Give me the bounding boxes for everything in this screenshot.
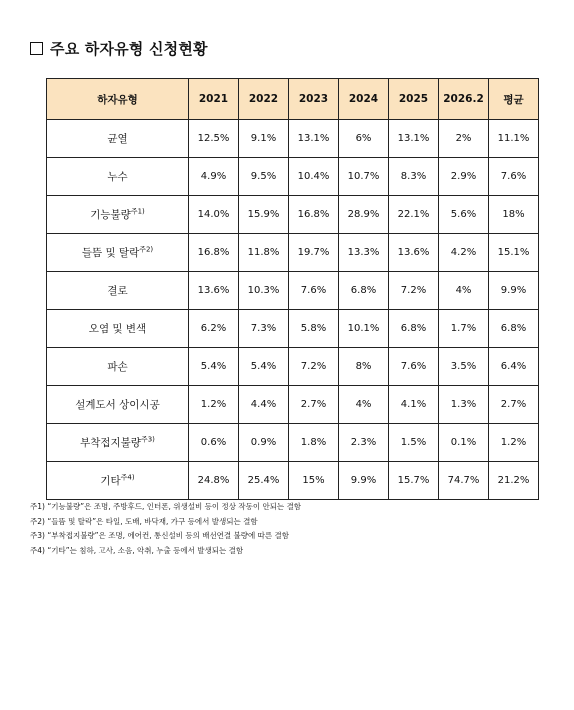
value-cell: 16.8% — [289, 196, 339, 234]
value-cell: 10.4% — [289, 158, 339, 196]
value-cell: 18% — [489, 196, 539, 234]
value-cell: 14.0% — [189, 196, 239, 234]
row-label-cell — [47, 348, 189, 386]
footnote: 주3) “부착접지불량”은 조명, 에어컨, 통신설비 등의 배선연결 불량에 따른 결함 — [30, 531, 290, 541]
header-cell: 하자유형 — [47, 79, 189, 120]
value-cell: 6% — [339, 120, 389, 158]
value-cell: 15.7% — [389, 462, 439, 500]
value-cell: 15% — [289, 462, 339, 500]
table-row — [47, 386, 539, 424]
value-cell: 1.3% — [439, 386, 489, 424]
page-title-text: 주요 하자유형 신청현황 — [50, 40, 208, 58]
table-row — [47, 196, 539, 234]
footnote-marker: 주3) — [140, 435, 155, 444]
header-cell: 2023 — [289, 79, 339, 120]
value-cell: 2.3% — [339, 424, 389, 462]
value-cell: 74.7% — [439, 462, 489, 500]
value-cell: 12.5% — [189, 120, 239, 158]
header-cell: 2024 — [339, 79, 389, 120]
row-label: 부착접지불량 — [80, 437, 141, 449]
value-cell: 8% — [339, 348, 389, 386]
row-label: 파손 — [107, 361, 128, 373]
value-cell: 10.1% — [339, 310, 389, 348]
value-cell: 2.7% — [489, 386, 539, 424]
value-cell: 9.1% — [239, 120, 289, 158]
table-header-row — [47, 79, 539, 120]
footnote: 주2) “들뜸 및 탈락”은 타일, 도배, 바닥재, 가구 등에서 발생되는 결함 — [30, 516, 258, 526]
row-label-cell — [47, 462, 189, 500]
row-label-cell — [47, 196, 189, 234]
value-cell: 13.3% — [339, 234, 389, 272]
value-cell: 7.6% — [489, 158, 539, 196]
value-cell: 1.2% — [489, 424, 539, 462]
value-cell: 0.6% — [189, 424, 239, 462]
value-cell: 4.4% — [239, 386, 289, 424]
footnote-marker: 주2) — [139, 245, 154, 254]
value-cell: 13.6% — [189, 272, 239, 310]
footnote: 주1) “기능불량”은 조명, 주방후드, 인터폰, 위생설비 등이 정상 작동이 안되는 결함 — [30, 502, 302, 511]
value-cell: 4% — [439, 272, 489, 310]
value-cell: 1.8% — [289, 424, 339, 462]
row-label-cell — [47, 386, 189, 424]
value-cell: 28.9% — [339, 196, 389, 234]
header-cell: 2022 — [239, 79, 289, 120]
value-cell: 3.5% — [439, 348, 489, 386]
value-cell: 7.6% — [289, 272, 339, 310]
row-label: 균열 — [107, 133, 128, 145]
row-label-cell — [47, 424, 189, 462]
value-cell: 19.7% — [289, 234, 339, 272]
value-cell: 0.9% — [239, 424, 289, 462]
footnote-marker: 주4) — [120, 473, 135, 482]
value-cell: 9.9% — [489, 272, 539, 310]
footnotes — [30, 500, 301, 558]
value-cell: 1.5% — [389, 424, 439, 462]
header-cell: 2021 — [189, 79, 239, 120]
value-cell: 2% — [439, 120, 489, 158]
row-label: 기타 — [100, 475, 121, 487]
table-row — [47, 424, 539, 462]
table-row — [47, 120, 539, 158]
table-row — [47, 158, 539, 196]
table-row — [47, 234, 539, 272]
value-cell: 25.4% — [239, 462, 289, 500]
value-cell: 5.6% — [439, 196, 489, 234]
value-cell: 24.8% — [189, 462, 239, 500]
value-cell: 2.7% — [289, 386, 339, 424]
header-cell: 2026.2 — [439, 79, 489, 120]
value-cell: 7.6% — [389, 348, 439, 386]
page-title — [30, 38, 208, 59]
value-cell: 7.3% — [239, 310, 289, 348]
value-cell: 15.1% — [489, 234, 539, 272]
value-cell: 7.2% — [289, 348, 339, 386]
value-cell: 5.8% — [289, 310, 339, 348]
value-cell: 11.8% — [239, 234, 289, 272]
header-cell: 평균 — [489, 79, 539, 120]
row-label-cell — [47, 272, 189, 310]
row-label-cell — [47, 158, 189, 196]
value-cell: 16.8% — [189, 234, 239, 272]
table-row — [47, 348, 539, 386]
value-cell: 5.4% — [189, 348, 239, 386]
value-cell: 0.1% — [439, 424, 489, 462]
table-row — [47, 310, 539, 348]
row-label: 기능불량 — [90, 209, 131, 221]
value-cell: 6.8% — [389, 310, 439, 348]
value-cell: 6.2% — [189, 310, 239, 348]
footnote: 주4) “기타”는 침하, 고사, 소음, 악취, 누출 등에서 발생되는 결함 — [30, 545, 244, 555]
row-label: 오염 및 변색 — [88, 323, 147, 335]
header-cell: 2025 — [389, 79, 439, 120]
value-cell: 15.9% — [239, 196, 289, 234]
value-cell: 11.1% — [489, 120, 539, 158]
row-label: 누수 — [107, 171, 128, 183]
row-label: 들뜸 및 탈락 — [81, 247, 140, 259]
value-cell: 13.6% — [389, 234, 439, 272]
value-cell: 6.8% — [489, 310, 539, 348]
value-cell: 4% — [339, 386, 389, 424]
row-label-cell — [47, 310, 189, 348]
value-cell: 1.7% — [439, 310, 489, 348]
value-cell: 4.1% — [389, 386, 439, 424]
table-row — [47, 272, 539, 310]
value-cell: 5.4% — [239, 348, 289, 386]
value-cell: 10.3% — [239, 272, 289, 310]
row-label-cell — [47, 120, 189, 158]
row-label-cell — [47, 234, 189, 272]
value-cell: 4.9% — [189, 158, 239, 196]
row-label: 결로 — [107, 285, 128, 297]
value-cell: 9.5% — [239, 158, 289, 196]
defect-type-table — [46, 78, 539, 500]
checkbox-square-icon — [30, 42, 43, 55]
value-cell: 7.2% — [389, 272, 439, 310]
table-row — [47, 462, 539, 500]
value-cell: 13.1% — [289, 120, 339, 158]
value-cell: 2.9% — [439, 158, 489, 196]
value-cell: 13.1% — [389, 120, 439, 158]
value-cell: 6.4% — [489, 348, 539, 386]
value-cell: 4.2% — [439, 234, 489, 272]
value-cell: 9.9% — [339, 462, 389, 500]
row-label: 설계도서 상이시공 — [75, 399, 160, 411]
value-cell: 8.3% — [389, 158, 439, 196]
value-cell: 6.8% — [339, 272, 389, 310]
value-cell: 1.2% — [189, 386, 239, 424]
footnote-marker: 주1) — [130, 207, 145, 216]
value-cell: 21.2% — [489, 462, 539, 500]
value-cell: 10.7% — [339, 158, 389, 196]
value-cell: 22.1% — [389, 196, 439, 234]
